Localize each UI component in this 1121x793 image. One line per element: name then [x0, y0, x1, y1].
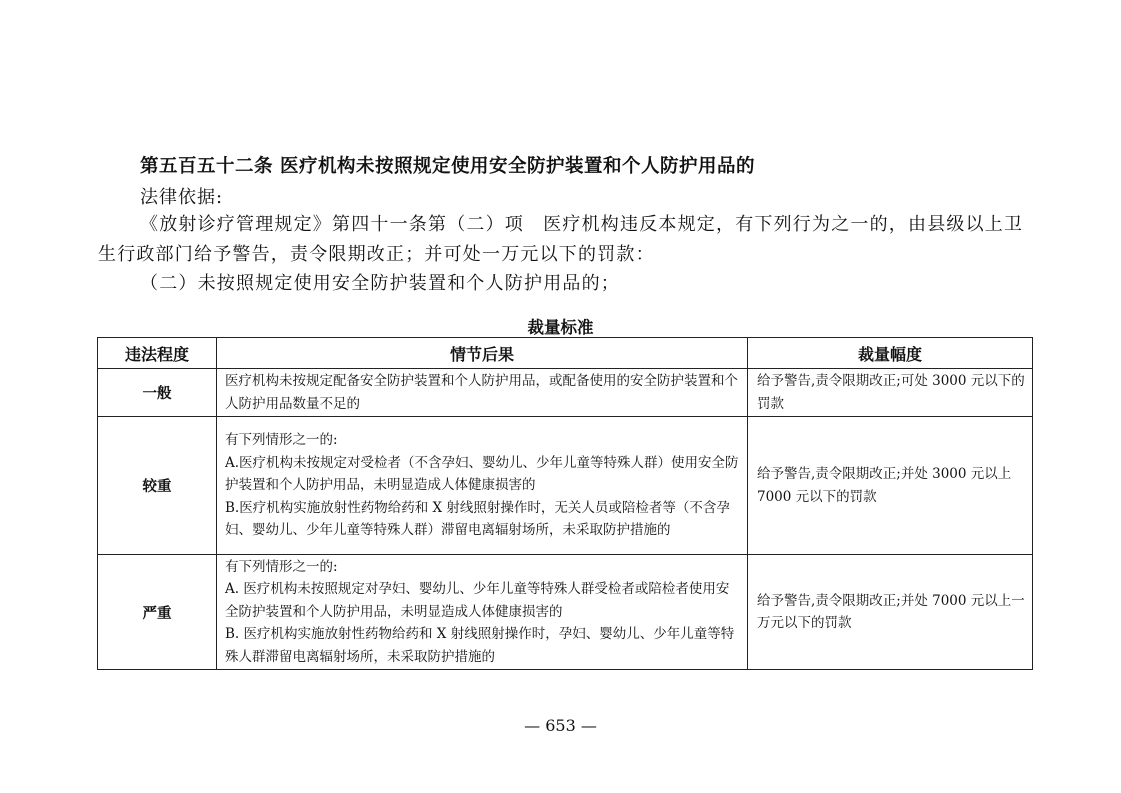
legal-basis-item: （二）未按照规定使用安全防护装置和个人防护用品的；	[140, 273, 620, 294]
article-title: 第五百五十二条 医疗机构未按照规定使用安全防护装置和个人防护用品的	[140, 156, 755, 177]
violation-level-cell: 一般	[98, 369, 217, 417]
violation-level-cell: 严重	[98, 555, 217, 670]
penalty-cell: 给予警告,责令限期改正;并处 7000 元以上一万元以下的罚款	[748, 555, 1033, 670]
violation-level-cell: 较重	[98, 417, 217, 555]
circumstances-cell: 有下列情形之一的: A. 医疗机构未按照规定对孕妇、婴幼儿、少年儿童等特殊人群受检者或陪检者使用安全防护装置和个人防护用品，未明显造成人体健康损害的 B. 医疗机构实施放射性药物给药和 X 射线照射操作时，孕妇、婴幼儿、少年儿童等特殊人群滞留电离辐射场所，未采取防护措施的	[217, 555, 748, 670]
header-violation-level: 违法程度	[98, 338, 217, 369]
table-row	[98, 555, 1033, 670]
penalty-cell: 给予警告,责令限期改正;并处 3000 元以上 7000 元以下的罚款	[748, 417, 1033, 555]
table-header-row	[98, 338, 1033, 369]
penalty-cell: 给予警告,责令限期改正;可处 3000 元以下的罚款	[748, 369, 1033, 417]
page-number: — 653 —	[524, 716, 597, 735]
table-row	[98, 417, 1033, 555]
header-penalty-range: 裁量幅度	[748, 338, 1033, 369]
legal-basis-label: 法律依据:	[140, 187, 224, 208]
circumstances-cell: 有下列情形之一的: A.医疗机构未按规定对受检者（不含孕妇、婴幼儿、少年儿童等特殊人群）使用安全防护装置和个人防护用品，未明显造成人体健康损害的 B.医疗机构实施放射性药物给药和 X 射线照射操作时，无关人员或陪检者等（不含孕妇、婴幼儿、少年儿童等特殊人群）滞留电离辐射场所，未采取防护措施的	[217, 417, 748, 555]
discretion-standard-table	[97, 337, 1033, 670]
header-circumstances: 情节后果	[217, 338, 748, 369]
table-row	[98, 369, 1033, 417]
circumstances-cell: 医疗机构未按规定配备安全防护装置和个人防护用品，或配备使用的安全防护装置和个人防护用品数量不足的	[217, 369, 748, 417]
table-caption: 裁量标准	[527, 318, 594, 337]
legal-basis-text: 《放射诊疗管理规定》第四十一条第（二）项 医疗机构违反本规定，有下列行为之一的，由县级以上卫生行政部门给予警告，责令限期改正；并可处一万元以下的罚款：	[98, 214, 1024, 265]
